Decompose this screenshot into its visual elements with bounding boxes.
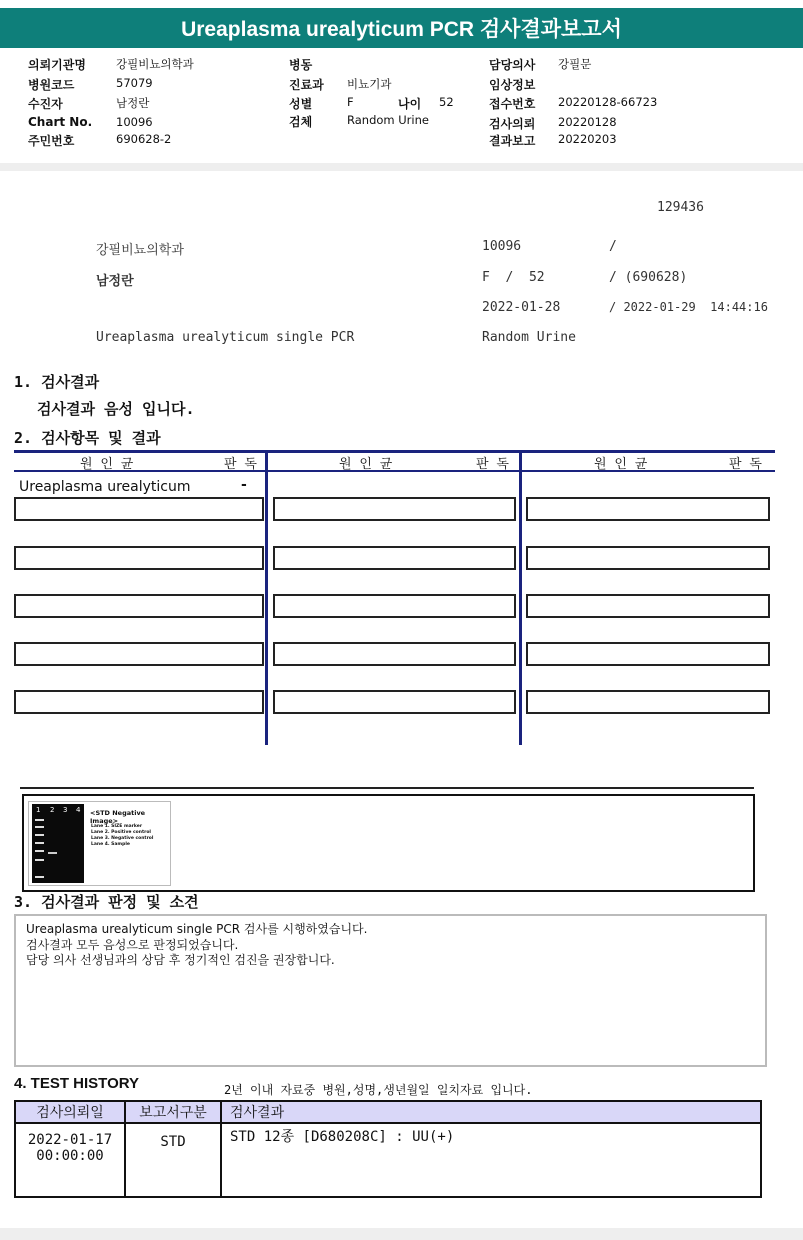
result-cell [14, 642, 264, 666]
birth-date: / (690628) [609, 270, 688, 285]
test-name: Ureaplasma urealyticum single PCR [96, 330, 355, 345]
sex-age: F / 52 [482, 270, 545, 285]
chart-number: 10096 [482, 239, 522, 254]
header-value: 20220203 [558, 132, 617, 146]
header-value: 57079 [116, 76, 153, 90]
pathogen-name: Ureaplasma urealyticum [19, 479, 191, 495]
age-value: 52 [439, 95, 454, 109]
footer-band [0, 1228, 803, 1240]
history-header-row [15, 1101, 761, 1123]
header-label: 수진자 [28, 97, 63, 111]
history-type: STD [125, 1123, 221, 1197]
positive-band [48, 852, 57, 854]
header-value: 10096 [116, 115, 153, 129]
header-value: 20220128 [558, 115, 617, 129]
col-header-result: 판 독 [729, 457, 762, 472]
history-result: STD 12종 [D680208C] : UU(+) [221, 1123, 761, 1197]
opinion-box [14, 914, 767, 1067]
report-number: 129436 [657, 200, 704, 215]
header-label: 주민번호 [28, 134, 75, 148]
header-value: F [347, 95, 354, 109]
history-col-type: 보고서구분 [125, 1101, 221, 1123]
header-value: 남정란 [116, 96, 150, 110]
header-value: 강필비뇨의학과 [116, 57, 194, 71]
header-label: 담당의사 [489, 58, 536, 72]
column-divider [519, 450, 522, 745]
gel-lanes [32, 804, 84, 883]
history-note: 2년 이내 자료중 병원,성명,생년월일 일치자료 입니다. [224, 1083, 533, 1097]
gel-caption-line: Lane 3. Negative control [91, 836, 154, 841]
opinion-line: 검사결과 모두 음성으로 판정되었습니다. [26, 937, 239, 952]
lane-label: 4 [76, 806, 81, 814]
gel-image-box [22, 794, 755, 892]
result-cell [14, 594, 264, 618]
marker-band [35, 859, 44, 861]
result-cell [273, 690, 516, 714]
gel-caption-line: Lane 1. SIZE marker [91, 824, 143, 829]
result-cell [14, 546, 264, 570]
marker-band [35, 876, 44, 878]
header-label: 의뢰기관명 [28, 58, 86, 72]
header-label: 병동 [289, 58, 313, 72]
lane-label: 3 [63, 806, 68, 814]
table-row [15, 1123, 761, 1197]
result-cell [273, 594, 516, 618]
col-header-result: 판 독 [224, 457, 257, 472]
specimen: Random Urine [482, 330, 576, 345]
history-col-date: 검사의뢰일 [15, 1101, 125, 1123]
marker-band [35, 842, 44, 844]
result-cell [526, 642, 770, 666]
result-cell [526, 690, 770, 714]
marker-band [35, 826, 44, 828]
header-label: 성별 [289, 97, 313, 111]
result-cell [273, 497, 516, 521]
header-value: Random Urine [347, 113, 429, 127]
header-label: 병원코드 [28, 78, 75, 92]
gel-caption-line: Lane 4. Sample [91, 842, 130, 847]
header-label: 진료과 [289, 78, 324, 92]
header-label: 임상정보 [489, 78, 536, 92]
header-label: 접수번호 [489, 97, 536, 111]
result-cell [273, 546, 516, 570]
header-label: 검체 [289, 115, 313, 129]
header-label: 검사의뢰 [489, 117, 536, 131]
column-divider [265, 450, 268, 745]
col-header-pathogen: 원 인 균 [339, 457, 393, 472]
section2-title: 2. 검사항목 및 결과 [14, 429, 161, 447]
header-value: 강필문 [558, 57, 592, 71]
marker-band [35, 850, 44, 852]
header-label: Chart No. [28, 115, 93, 129]
report-title: Ureaplasma urealyticum PCR 검사결과보고서 [0, 8, 803, 48]
report-datetime: / 2022-01-29 14:44:16 [609, 300, 768, 314]
header-info [0, 50, 803, 164]
col-header-pathogen: 원 인 균 [80, 457, 134, 472]
gel-image [28, 801, 171, 886]
marker-band [35, 819, 44, 821]
history-col-result: 검사결과 [221, 1101, 761, 1123]
result-cell [526, 497, 770, 521]
request-date: 2022-01-28 [482, 300, 561, 315]
divider [0, 163, 803, 171]
result-summary: 검사결과 음성 입니다. [37, 400, 195, 418]
history-table [14, 1100, 762, 1198]
result-cell [14, 690, 264, 714]
result-cell [14, 497, 264, 521]
section3-title: 3. 검사결과 판정 및 소견 [14, 893, 199, 911]
slash: / [609, 239, 617, 254]
history-date: 2022-01-17 [27, 1132, 113, 1148]
opinion-line: Ureaplasma urealyticum single PCR 검사를 시행하였습니다. [26, 922, 368, 936]
gel-caption-line: Lane 2. Positive control [91, 830, 151, 835]
opinion-line: 담당 의사 선생님과의 상담 후 정기적인 검진을 권장합니다. [26, 953, 335, 967]
patient-name: 남정란 [96, 274, 134, 289]
history-time: 00:00:00 [36, 1148, 104, 1164]
result-cell [526, 546, 770, 570]
header-value: 690628-2 [116, 132, 172, 146]
section4-title: 4. TEST HISTORY [14, 1075, 140, 1092]
gel-caption-title: <STD Negative Image> [90, 809, 146, 825]
section1-title: 1. 검사결과 [14, 373, 100, 391]
lane-label: 2 [50, 806, 55, 814]
result-cell [273, 642, 516, 666]
pathogen-result: - [241, 477, 247, 493]
clinic-name: 강필비뇨의학과 [96, 243, 184, 258]
header-label: 결과보고 [489, 134, 536, 148]
result-cell [526, 594, 770, 618]
divider [20, 787, 754, 789]
history-date-cell [15, 1123, 125, 1197]
col-header-pathogen: 원 인 균 [594, 457, 648, 472]
col-header-result: 판 독 [476, 457, 509, 472]
marker-band [35, 834, 44, 836]
age-label: 나이 [398, 97, 422, 111]
lane-label: 1 [36, 806, 41, 814]
header-value: 20220128-66723 [558, 95, 658, 109]
header-value: 비뇨기과 [347, 77, 392, 91]
